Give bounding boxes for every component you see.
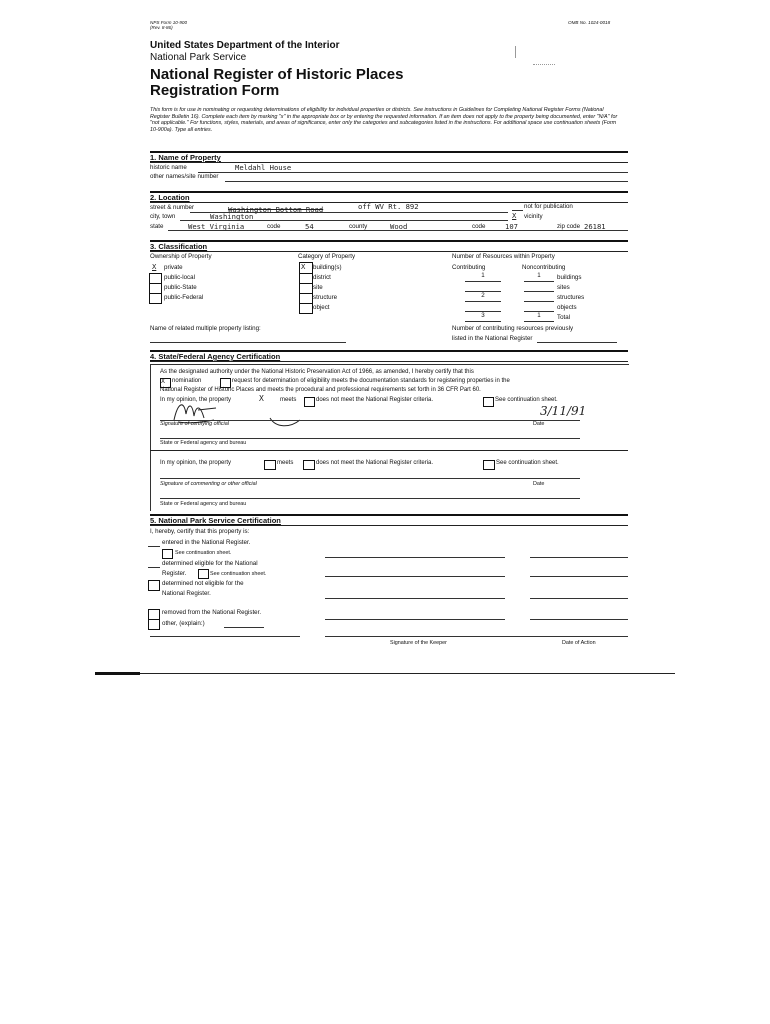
eligible-blank[interactable] bbox=[148, 567, 160, 568]
other-label: other, (explain:) bbox=[162, 620, 205, 627]
contributing-total[interactable]: 3 bbox=[481, 312, 485, 319]
section-5-heading: 5. National Park Service Certification bbox=[150, 516, 281, 525]
previously-listed-label1: Number of contributing resources previously bbox=[452, 325, 574, 332]
building-mark: X bbox=[301, 262, 306, 271]
ownership-label: Ownership of Property bbox=[150, 253, 212, 260]
county-label: county bbox=[349, 223, 368, 230]
resource-label: Total bbox=[557, 314, 571, 321]
other-names-line[interactable] bbox=[225, 181, 628, 182]
certify-label: I, hereby, certify that this property is: bbox=[150, 528, 250, 535]
previously-listed-label2: listed in the National Register bbox=[452, 335, 533, 342]
street-value[interactable]: off WV Rt. 892 bbox=[358, 202, 419, 211]
street-label: street & number bbox=[150, 204, 195, 211]
certification-date-value[interactable]: 3/11/91 bbox=[540, 404, 587, 418]
date-label: Date bbox=[533, 421, 545, 427]
form-instructions: This form is for use in nominating or requesting determinations of eligibility for individual properties or districts. See instructions in Guidelines for Completing National Register Forms (National Register Bulletin 16). Complete each item by marking "x" in the appropriate box or by entering the requested information. If an item does not apply to the property being documented, enter "N/A" for "not applicable." For functions, styles, materials, and areas of significance, enter only the categories and subcategories listed in the instructions. For additional space use continuation sheets (Form 10-900a). Type all entries. bbox=[150, 107, 618, 133]
blank-line bbox=[465, 321, 501, 322]
resources-label: Number of Resources within Property bbox=[452, 253, 555, 260]
meets-label: meets bbox=[280, 397, 297, 403]
page-bottom-edge-mark bbox=[95, 672, 140, 675]
determined-not-eligible-label2: National Register. bbox=[162, 590, 211, 597]
ownership-public-federal: public-Federal bbox=[164, 294, 204, 301]
vicinity-label: vicinity bbox=[524, 213, 543, 220]
department-name: United States Department of the Interior bbox=[150, 40, 340, 51]
continuation-label: See continuation sheet. bbox=[495, 397, 558, 403]
blank-line bbox=[524, 281, 554, 282]
resource-label: structures bbox=[557, 294, 585, 301]
category-object: object bbox=[313, 304, 330, 311]
other-names-label: other names/site number bbox=[150, 173, 219, 180]
county-code-value[interactable]: 107 bbox=[505, 222, 518, 231]
date-line-1[interactable] bbox=[530, 557, 628, 558]
ownership-private: private bbox=[164, 264, 183, 271]
signature2-label: Signature of commenting or other official bbox=[160, 481, 257, 487]
contributing-header: Contributing bbox=[452, 264, 486, 271]
category-label: Category of Property bbox=[298, 253, 356, 260]
state-line bbox=[168, 230, 628, 231]
certification-text-line2: request for determination of eligibility meets the documentation standards for registering properties in the bbox=[232, 378, 510, 384]
removed-label: removed from the National Register. bbox=[162, 609, 262, 616]
category-site: site bbox=[313, 284, 323, 291]
continuation2-label: See continuation sheet. bbox=[496, 460, 559, 466]
multiple-listing-line[interactable] bbox=[150, 342, 346, 343]
section-3-heading: 3. Classification bbox=[150, 242, 208, 251]
nomination-mark: X bbox=[161, 377, 165, 385]
agency-name: National Park Service bbox=[150, 52, 247, 63]
category-structure: structure bbox=[313, 294, 338, 301]
does-not-meet-label: does not meet the National Register criteria. bbox=[316, 397, 434, 403]
date-line-2[interactable] bbox=[530, 576, 628, 577]
checkbox-continuation-2[interactable] bbox=[483, 460, 495, 470]
blank-line bbox=[465, 301, 501, 302]
checkbox-public-federal[interactable] bbox=[149, 293, 162, 304]
ownership-public-state: public-State bbox=[164, 284, 197, 291]
zip-value[interactable]: 26181 bbox=[584, 222, 606, 231]
state-code-label: code bbox=[267, 223, 281, 230]
checkbox-continuation[interactable] bbox=[483, 397, 494, 407]
category-building: building(s) bbox=[313, 264, 342, 271]
blank-line bbox=[465, 281, 501, 282]
determined-eligible-label2: Register. bbox=[162, 570, 187, 577]
section-2-heading: 2. Location bbox=[150, 193, 190, 202]
private-mark[interactable]: X bbox=[152, 262, 157, 271]
contributing-buildings[interactable]: 1 bbox=[481, 272, 485, 279]
blank-line bbox=[524, 291, 554, 292]
meets-mark[interactable]: X bbox=[259, 394, 264, 403]
state-code-value[interactable]: 54 bbox=[305, 222, 314, 231]
keeper-line-3[interactable] bbox=[325, 598, 505, 599]
opinion2-label: In my opinion, the property bbox=[160, 460, 232, 466]
agency2-label: State or Federal agency and bureau bbox=[160, 501, 247, 507]
historic-name-value[interactable]: Meldahl House bbox=[235, 163, 292, 172]
street-value-struck[interactable]: Washington Bottom Road bbox=[228, 205, 324, 214]
section-1-heading: 1. Name of Property bbox=[150, 153, 221, 162]
keeper-line-1[interactable] bbox=[325, 557, 505, 558]
other-explain-line[interactable] bbox=[224, 627, 264, 628]
omb-number: OMB No. 1024-0018 bbox=[568, 20, 611, 25]
entered-label: entered in the National Register. bbox=[162, 539, 251, 546]
not-for-publication-label: not for publication bbox=[524, 203, 573, 210]
contributing-structures[interactable]: 2 bbox=[481, 292, 485, 299]
scan-artifact bbox=[515, 46, 516, 58]
blank-line bbox=[524, 301, 554, 302]
certification-text-line3: National Register of Historic Places and meets the procedural and professional requirements set forth in 36 CFR Part 60. bbox=[160, 387, 481, 393]
agency-line[interactable] bbox=[160, 438, 580, 439]
form-title-line1: National Register of Historic Places bbox=[150, 66, 404, 83]
multiple-listing-label: Name of related multiple property listing: bbox=[150, 325, 261, 332]
divider bbox=[150, 191, 628, 193]
divider bbox=[150, 251, 628, 252]
vicinity-mark[interactable]: X bbox=[512, 211, 517, 220]
city-value[interactable]: Washington bbox=[210, 212, 254, 221]
date-line-4[interactable] bbox=[530, 619, 628, 620]
divider bbox=[150, 151, 628, 153]
determined-eligible-label1: determined eligible for the National bbox=[162, 560, 258, 567]
checkbox-does-not-meet[interactable] bbox=[304, 397, 315, 407]
signature-label: Signature of certifying official bbox=[160, 421, 229, 427]
signature-flourish-icon bbox=[268, 416, 302, 428]
divider bbox=[150, 450, 628, 451]
state-value[interactable]: West Virginia bbox=[188, 222, 245, 231]
page-bottom-edge bbox=[95, 673, 675, 674]
county-value[interactable]: Wood bbox=[390, 222, 408, 231]
form-number: NPS Form 10-900 bbox=[150, 20, 188, 25]
form-title-line2: Registration Form bbox=[150, 82, 280, 99]
historic-name-label: historic name bbox=[150, 164, 187, 171]
divider bbox=[150, 240, 628, 242]
does-not-meet2-label: does not meet the National Register criteria. bbox=[316, 460, 434, 466]
blank-line bbox=[524, 321, 554, 322]
signature2-line[interactable] bbox=[160, 478, 580, 479]
determined-not-eligible-label1: determined not eligible for the bbox=[162, 580, 244, 587]
zip-label: zip code bbox=[557, 223, 581, 230]
meets2-label: meets bbox=[277, 460, 294, 466]
checkbox-object[interactable] bbox=[299, 303, 313, 314]
ownership-public-local: public-local bbox=[164, 274, 195, 281]
other-explain-line-2[interactable] bbox=[150, 636, 300, 637]
state-label: state bbox=[150, 223, 164, 230]
divider bbox=[150, 162, 628, 163]
form-revision: (Rev. 8-86) bbox=[150, 25, 173, 30]
previously-listed-line[interactable] bbox=[537, 342, 617, 343]
date-of-action-label: Date of Action bbox=[562, 640, 596, 646]
noncontributing-header: Noncontributing bbox=[522, 264, 566, 271]
certification-text-line1: As the designated authority under the National Historic Preservation Act of 1966, as amended, I hereby certify that this bbox=[160, 369, 474, 375]
keeper-signature-label: Signature of the Keeper bbox=[390, 640, 447, 646]
historic-name-line bbox=[198, 172, 628, 173]
city-label: city, town bbox=[150, 213, 176, 220]
keeper-signature-line[interactable] bbox=[325, 636, 628, 637]
checkbox-continuation-entered[interactable] bbox=[162, 549, 173, 559]
noncontributing-buildings[interactable]: 1 bbox=[537, 272, 541, 279]
divider bbox=[150, 361, 628, 362]
keeper-line-2[interactable] bbox=[325, 576, 505, 577]
category-district: district bbox=[313, 274, 331, 281]
keeper-line-4[interactable] bbox=[325, 619, 505, 620]
checkbox-meets-2[interactable] bbox=[264, 460, 276, 470]
resource-label: sites bbox=[557, 284, 570, 291]
checkbox-not-eligible[interactable] bbox=[148, 580, 160, 591]
continuation-eligible-label: See continuation sheet. bbox=[210, 571, 267, 577]
divider bbox=[150, 525, 628, 526]
checkbox-other[interactable] bbox=[148, 619, 160, 630]
noncontributing-total[interactable]: 1 bbox=[537, 312, 541, 319]
date2-label: Date bbox=[533, 481, 545, 487]
resource-label: objects bbox=[557, 304, 577, 311]
agency2-line[interactable] bbox=[160, 498, 580, 499]
nomination-label: nomination bbox=[172, 378, 202, 384]
checkbox-does-not-meet-2[interactable] bbox=[303, 460, 315, 470]
resource-label: buildings bbox=[557, 274, 582, 281]
agency-label: State or Federal agency and bureau bbox=[160, 440, 247, 446]
continuation-entered-label: See continuation sheet. bbox=[175, 550, 232, 556]
section-4-heading: 4. State/Federal Agency Certification bbox=[150, 352, 281, 361]
checkbox-continuation-eligible[interactable] bbox=[198, 569, 209, 579]
scan-artifact bbox=[533, 64, 555, 66]
city-line bbox=[180, 220, 508, 221]
opinion-label: In my opinion, the property bbox=[160, 397, 232, 403]
county-code-label: code bbox=[472, 223, 486, 230]
entered-blank[interactable] bbox=[148, 546, 160, 547]
date-line-3[interactable] bbox=[530, 598, 628, 599]
